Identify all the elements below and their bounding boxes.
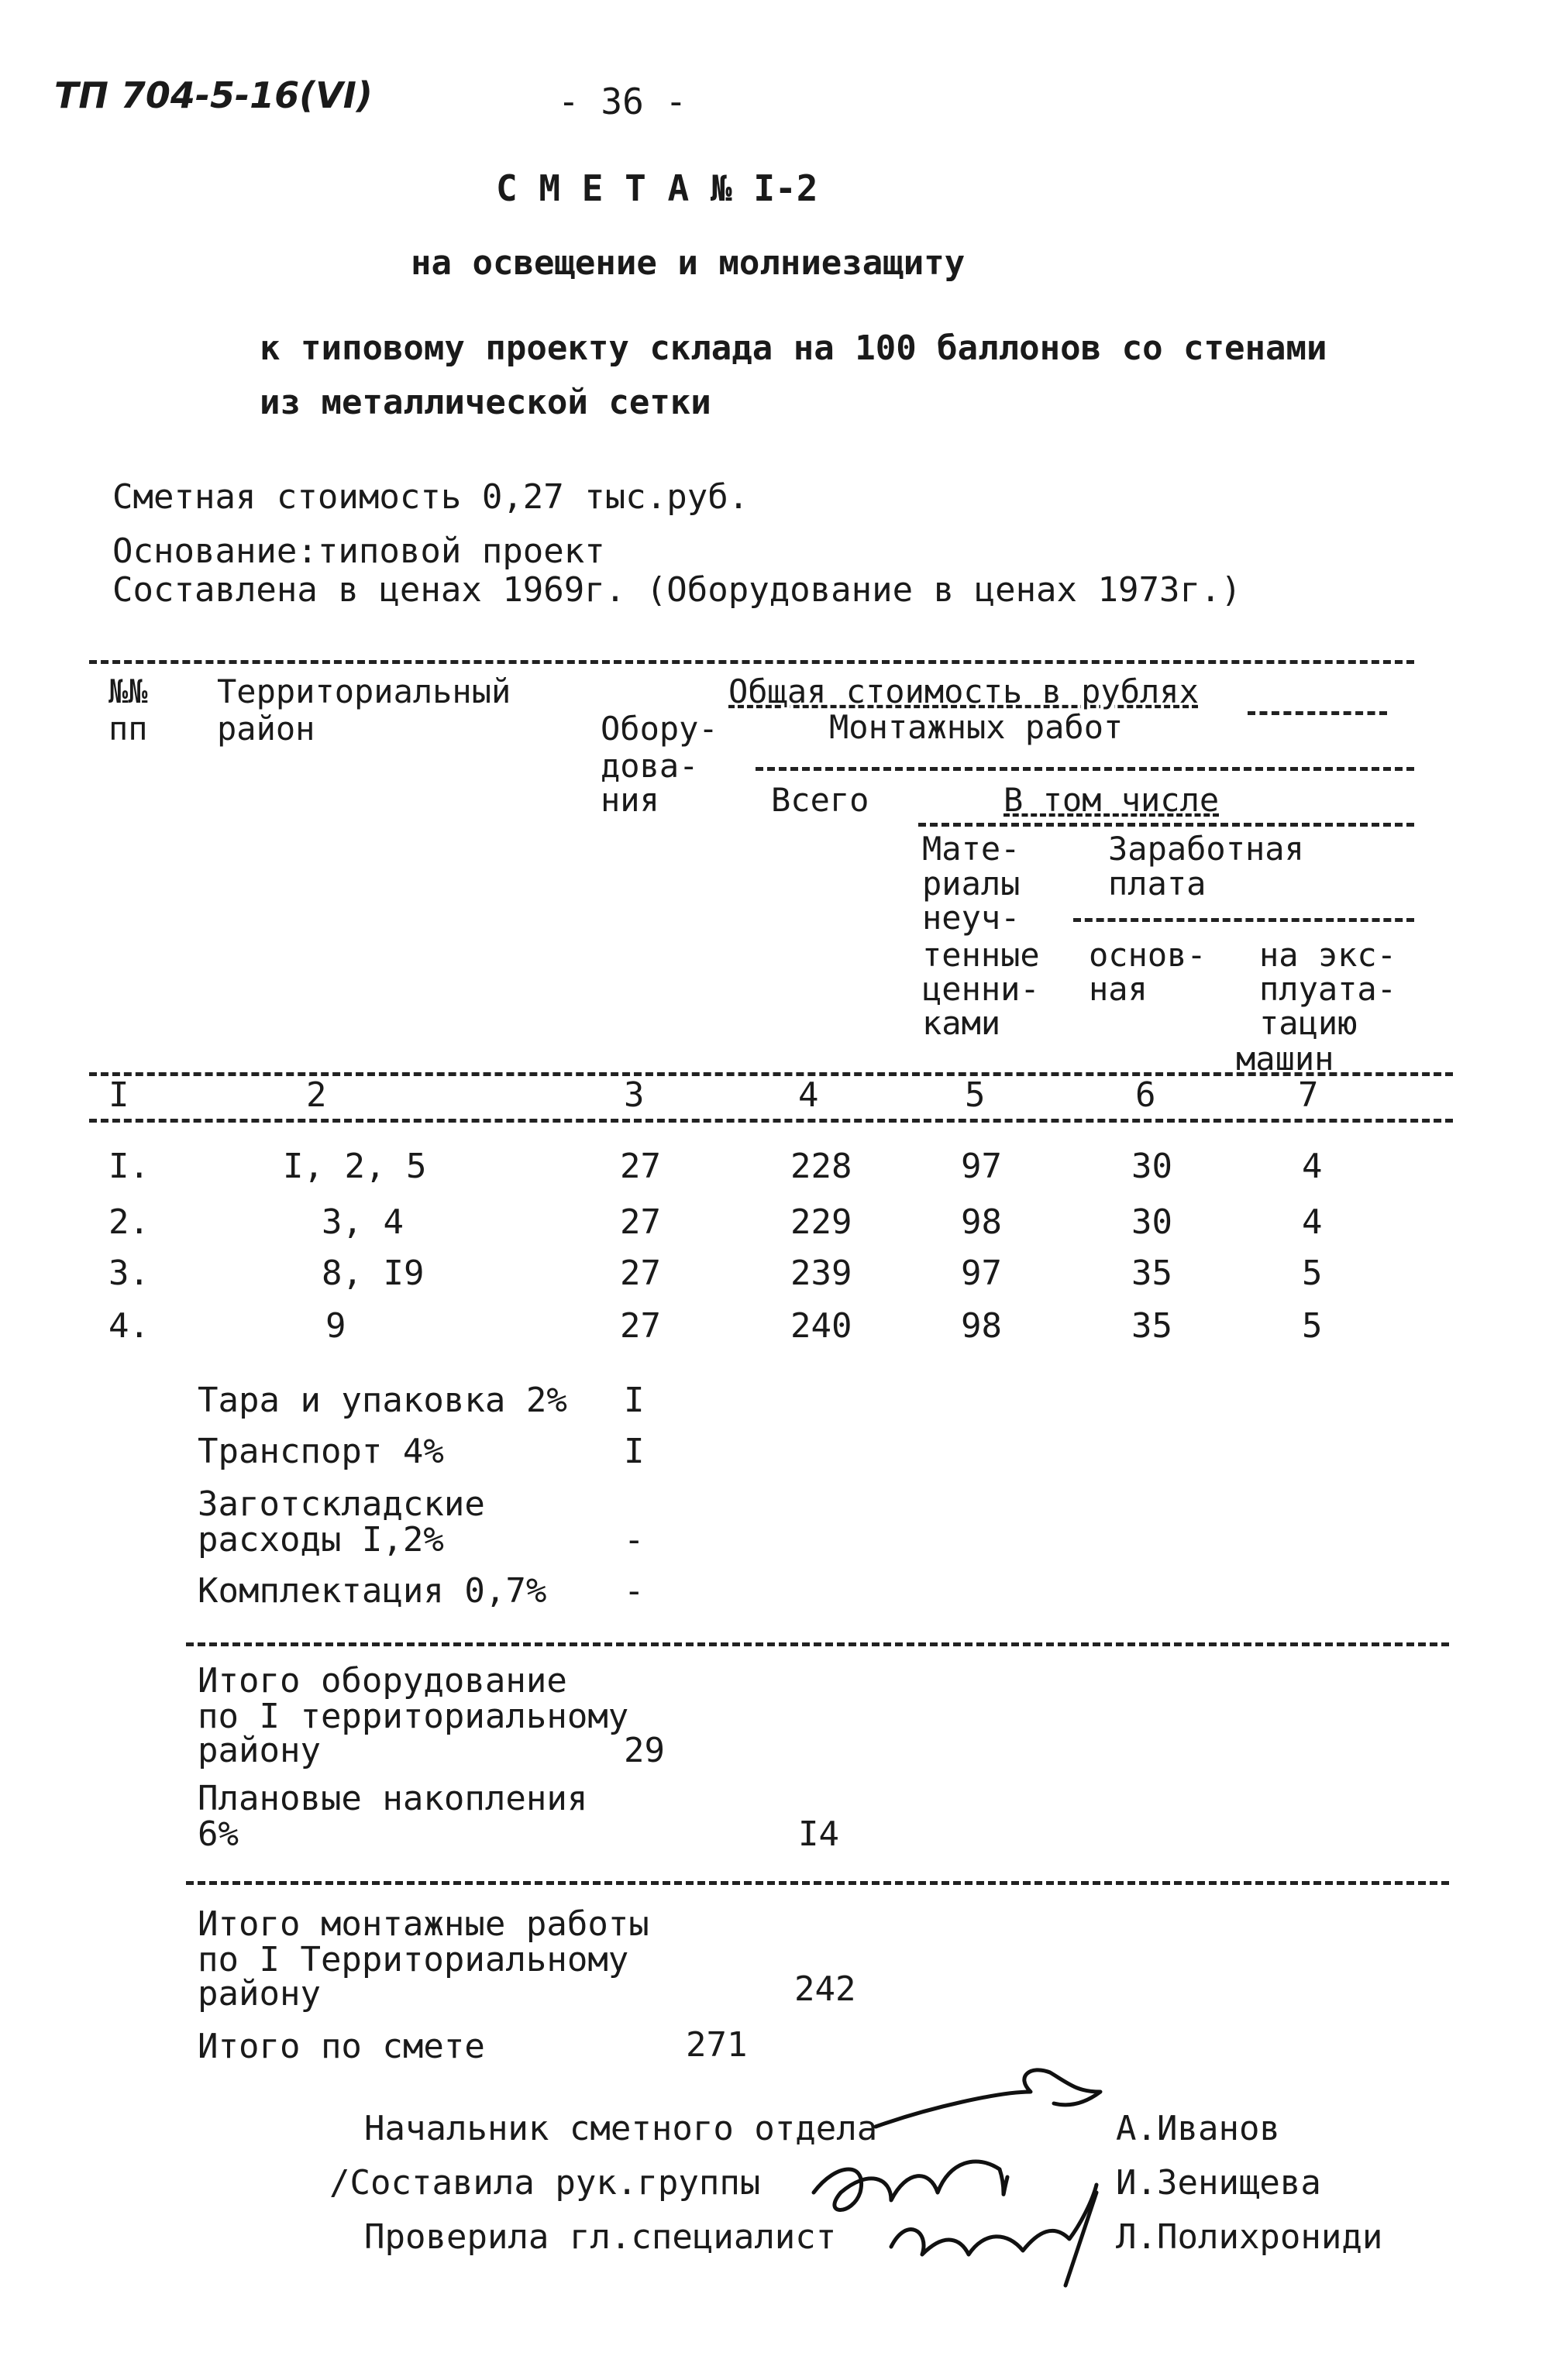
grand-total-label: Итого по смете <box>198 2027 485 2066</box>
col-equipment-header-c: ния <box>601 781 659 819</box>
planned-savings-label-b: 6% <box>198 1814 239 1854</box>
procurement-value: - <box>624 1520 645 1560</box>
col-equipment-header-b: дова- <box>601 747 699 785</box>
row-equipment: 27 <box>620 1306 661 1346</box>
equipment-total-label-c: району <box>198 1731 321 1770</box>
estimate-subtitle: на освещение и молниезащиту <box>411 243 966 283</box>
col-number-2: 2 <box>306 1075 327 1115</box>
col-num-header-b: пп <box>108 710 148 748</box>
col-wage-header-b: плата <box>1108 865 1207 903</box>
row-wage: 35 <box>1131 1254 1172 1293</box>
col-number-7: 7 <box>1298 1075 1319 1115</box>
col-number-1: I <box>108 1075 129 1115</box>
total-cost-header: Общая стоимость в рублях <box>728 672 1199 710</box>
col-basic-wage-header: основ- <box>1089 936 1207 974</box>
col-total-header: Всего <box>771 781 869 819</box>
row-wage: 30 <box>1131 1147 1172 1186</box>
equipment-total-label-b: по I территориальному <box>198 1697 629 1736</box>
signature-scribble-1 <box>876 2070 1100 2127</box>
equipment-total-value: 29 <box>624 1731 665 1770</box>
planned-savings-value: I4 <box>798 1814 839 1854</box>
row-operation: 4 <box>1302 1147 1323 1186</box>
row-region: 9 <box>325 1306 346 1346</box>
row-equipment: 27 <box>620 1202 661 1242</box>
row-total: 239 <box>790 1254 852 1293</box>
col-operation-header-b: плуата- <box>1259 970 1397 1008</box>
including-header: В том числе <box>1003 781 1220 819</box>
signature-role-3: Проверила гл.специалист <box>364 2217 837 2257</box>
estimated-cost: Сметная стоимость 0,27 тыс.руб. <box>112 477 749 517</box>
signature-name-3: Л.Полихрониди <box>1116 2217 1383 2257</box>
mounting-works-header: Монтажных работ <box>829 708 1124 746</box>
project-description: к типовому проекту склада на 100 баллонов со стенами <box>260 328 1327 368</box>
signature-scribble-2 <box>814 2162 1007 2210</box>
signature-scribble-3 <box>891 2185 1096 2254</box>
project-description-cont: из металлической сетки <box>260 383 711 422</box>
col-operation-header-d: машин <box>1236 1040 1334 1078</box>
procurement-label: Заготскладские <box>198 1484 485 1524</box>
row-region: I, 2, 5 <box>283 1147 427 1186</box>
transport-label: Транспорт 4% <box>198 1432 444 1471</box>
row-materials: 97 <box>961 1254 1002 1293</box>
row-number: 4. <box>108 1306 150 1346</box>
row-region: 8, I9 <box>322 1254 425 1293</box>
row-number: I. <box>108 1147 150 1186</box>
row-materials: 97 <box>961 1147 1002 1186</box>
row-number: 2. <box>108 1202 150 1242</box>
mounting-total-value: 242 <box>794 1969 856 2009</box>
col-equipment-header: Обору- <box>601 710 718 748</box>
equipment-total-label: Итого оборудование <box>198 1661 567 1701</box>
row-total: 240 <box>790 1306 852 1346</box>
grand-total-value: 271 <box>686 2025 748 2065</box>
packaging-value: I <box>624 1381 645 1420</box>
col-materials-header-e: ценни- <box>922 970 1040 1008</box>
row-wage: 35 <box>1131 1306 1172 1346</box>
row-materials: 98 <box>961 1202 1002 1242</box>
col-basic-wage-header-b: ная <box>1089 970 1148 1008</box>
mounting-total-label: Итого монтажные работы <box>198 1904 649 1944</box>
row-equipment: 27 <box>620 1147 661 1186</box>
row-materials: 98 <box>961 1306 1002 1346</box>
row-total: 228 <box>790 1147 852 1186</box>
col-materials-header-f: ками <box>922 1004 1001 1042</box>
completion-value: - <box>624 1571 645 1611</box>
col-materials-header: Мате- <box>922 830 1021 868</box>
col-number-3: 3 <box>624 1075 645 1115</box>
row-wage: 30 <box>1131 1202 1172 1242</box>
completion-label: Комплектация 0,7% <box>198 1571 547 1611</box>
col-materials-header-d: тенные <box>922 936 1040 974</box>
col-number-6: 6 <box>1135 1075 1156 1115</box>
row-operation: 5 <box>1302 1306 1323 1346</box>
col-materials-header-b: риалы <box>922 865 1021 903</box>
estimate-title: С М Е Т А № I-2 <box>496 167 818 209</box>
signature-name-1: А.Иванов <box>1116 2109 1280 2148</box>
signature-role-1: Начальник сметного отдела <box>364 2109 878 2148</box>
col-number-5: 5 <box>965 1075 986 1115</box>
row-number: 3. <box>108 1254 150 1293</box>
page-number: - 36 - <box>558 81 687 122</box>
basis: Основание:типовой проект <box>112 531 605 571</box>
row-operation: 5 <box>1302 1254 1323 1293</box>
row-region: 3, 4 <box>322 1202 404 1242</box>
price-basis: Составлена в ценах 1969г. (Оборудование в ценах 1973г.) <box>112 570 1241 610</box>
col-operation-header-c: тацию <box>1259 1004 1358 1042</box>
col-operation-header: на экс- <box>1259 936 1397 974</box>
col-number-4: 4 <box>798 1075 819 1115</box>
col-materials-header-c: неуч- <box>922 899 1021 937</box>
col-region-header-b: район <box>217 710 315 748</box>
procurement-label-b: расходы I,2% <box>198 1520 444 1560</box>
packaging-label: Тара и упаковка 2% <box>198 1381 567 1420</box>
row-operation: 4 <box>1302 1202 1323 1242</box>
row-total: 229 <box>790 1202 852 1242</box>
mounting-total-label-c: району <box>198 1974 321 2014</box>
document-code: ТП 704-5-16(VI) <box>54 74 373 116</box>
col-wage-header: Заработная <box>1108 830 1304 868</box>
mounting-total-label-b: по I Территориальному <box>198 1940 629 1979</box>
planned-savings-label: Плановые накопления <box>198 1779 588 1818</box>
col-region-header: Территориальный <box>217 672 511 710</box>
transport-value: I <box>624 1432 645 1471</box>
signature-role-2: /Составила рук.группы <box>329 2163 761 2203</box>
signature-name-2: И.Зенищева <box>1116 2163 1321 2203</box>
row-equipment: 27 <box>620 1254 661 1293</box>
col-num-header: №№ <box>108 672 148 710</box>
